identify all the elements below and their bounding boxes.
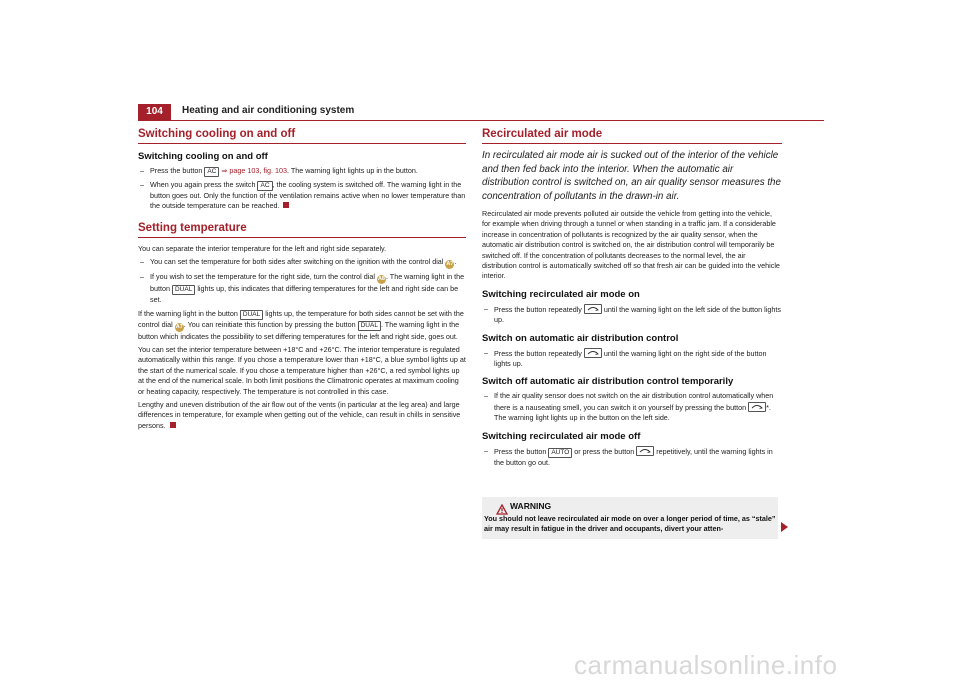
recirculation-icon — [584, 304, 602, 314]
warning-text: You should not leave recirculated air mode on over a longer period of time, as “stale” air may result in fatigue in the driver and occupants, divert your atten- — [484, 514, 776, 534]
paragraph: You can set the interior temperature between +18°C and +26°C. The interior temperature is regulated automatically within this range. If you chose a temperature lower than +18°C, a blue symbol lights up at the start of the numerical scale. If you chose a temperature higher than +26°C, a red symbol lights up at the end of the numerical scale. In both limit positions the Climatronic operates at maximum cooling or heating capacity, respectively. The temperature is not controlled in this case. — [138, 345, 466, 396]
right-column — [482, 128, 782, 468]
section-heading-temperature: Setting temperature — [138, 222, 466, 238]
control-dial-marker: A7 — [175, 323, 183, 330]
list-item: – You can set the temperature for both sides after switching on the ignition with the control dial A7. — [140, 257, 457, 268]
left-column — [138, 128, 466, 431]
ac-button-label: AC — [204, 167, 219, 177]
watermark: carmanualsonline.info — [574, 650, 838, 680]
control-dial-marker: A8 — [377, 276, 385, 283]
ac-button-label: AC — [257, 181, 272, 191]
subheading-auto-off: Switch off automatic air distribution control temporarily — [482, 376, 734, 388]
section-end-marker — [283, 202, 289, 208]
subheading-recirc-off: Switching recirculated air mode off — [482, 430, 641, 442]
recirculation-icon — [748, 402, 766, 412]
paragraph: Recirculated air mode prevents polluted air outside the vehicle from getting into the vehicle, for example when driving through a tunnel or when standing in a traffic jam. If a considerable increase in concentration of pollutants is recognized by the air quality sensor, when the automatic air distribution control is switched on, the air distribution control will temporarily be switched off. If the concentration of pollutants decreases to the normal level, the air distribution control is automatically switched off so that fresh air can be guided into the vehicle interior. — [482, 209, 780, 281]
subheading-auto-on: Switch on automatic air distribution control — [482, 332, 679, 344]
dual-button-label: DUAL — [358, 321, 381, 331]
section-heading-cooling: Switching cooling on and off — [138, 128, 466, 144]
paragraph: If the warning light in the button DUAL lights up, the temperature for both sides cannot be set with the control dial A7. You can reinitiate this function by pressing the button DUAL . The warning light in the button which indicates the possibility to set differing temperatures for the left and right side, goes out. — [138, 308, 464, 341]
list-item: – If the air quality sensor does not switch on the air distribution control automatically when there is a nauseating smell, you can switch it on yourself by pressing the button *. The warning light lights up in the button on the left side. — [484, 391, 774, 423]
continue-arrow-icon — [781, 522, 788, 532]
auto-button-label: AUTO — [548, 448, 572, 458]
recirculation-icon — [584, 348, 602, 358]
paragraph: You can separate the interior temperature for the left and right side separately. — [138, 243, 387, 253]
section-heading-recirculated: Recirculated air mode — [482, 128, 782, 144]
section-end-marker — [170, 422, 176, 428]
list-item: – If you wish to set the temperature for the right side, turn the control dial A8. The warning light in the button DUAL lights up, this indicates that differing temperatures for the left and right side can be set. — [140, 272, 465, 305]
dual-button-label: DUAL — [172, 285, 195, 295]
page-header — [138, 104, 824, 120]
warning-title: WARNING — [510, 501, 552, 511]
list-item: – Press the button AC ⇒ page 103, fig. 103. The warning light lights up in the button. — [140, 166, 418, 175]
list-item: – Press the button repeatedly until the warning light on the left side of the button lights up. — [484, 303, 781, 325]
page-reference-link[interactable]: ⇒ page 103, fig. 103 — [221, 166, 287, 175]
header-rule — [138, 120, 824, 121]
control-dial-marker: A7 — [446, 261, 454, 268]
list-item: – When you again press the switch AC , the cooling system is switched off. The warning light in the button goes out. Only the function of the ventilation remains active when no lower temperature than the outside temperature can be reached. — [140, 180, 466, 211]
list-item: – Press the button AUTO or press the button repetitively, until the warning lights in the button go out. — [484, 445, 773, 467]
subheading-cooling: Switching cooling on and off — [138, 151, 268, 162]
recirculation-icon — [636, 446, 654, 456]
subheading-recirc-on: Switching recirculated air mode on — [482, 288, 640, 300]
warning-box — [482, 497, 778, 539]
dual-button-label: DUAL — [240, 310, 263, 320]
page-number: 104 — [138, 104, 171, 120]
chapter-title: Heating and air conditioning system — [182, 105, 355, 116]
intro-paragraph: In recirculated air mode air is sucked out of the interior of the vehicle and then fed back into the interior. When the automatic air distribution control is switched on, an air quality sensor measures the concentration of pollutants in the drawn-in air. — [482, 150, 781, 202]
list-item: – Press the button repeatedly until the warning light on the right side of the button lights up. — [484, 347, 767, 369]
paragraph: Lengthy and uneven distribution of the air flow out of the vents (in particular at the leg area) and large differences in temperature, for example when getting out of the vehicle, can result in chills in sensitive persons. — [138, 400, 461, 430]
